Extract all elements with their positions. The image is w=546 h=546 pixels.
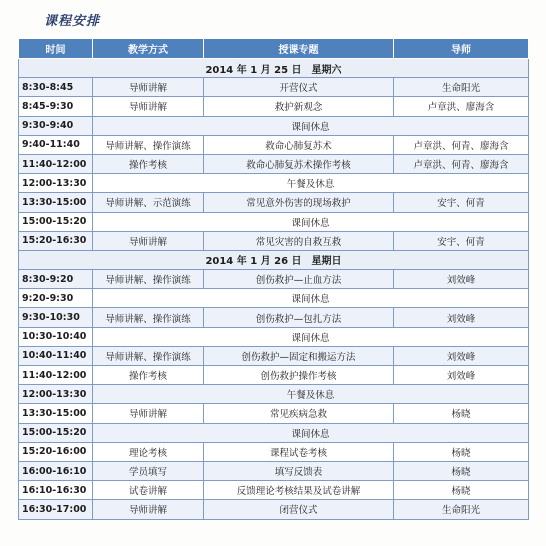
time-cell: 16:30-17:00	[19, 500, 93, 519]
day-date-label: 2014 年 1 月 26 日 星期日	[19, 250, 529, 269]
tutor-cell: 刘效峰	[394, 270, 529, 289]
method-cell: 导师讲解	[93, 404, 204, 423]
topic-cell: 救命心肺复苏术	[204, 135, 394, 154]
schedule-row	[19, 154, 529, 173]
break-cell: 课间休息	[93, 289, 529, 308]
topic-cell: 创伤救护—固定和搬运方法	[204, 346, 394, 365]
time-cell: 8:45-9:30	[19, 97, 93, 116]
topic-cell: 反馈理论考核结果及试卷讲解	[204, 481, 394, 500]
tutor-cell: 杨晓	[394, 404, 529, 423]
method-cell: 导师讲解	[93, 231, 204, 250]
topic-cell: 创伤救护—包扎方法	[204, 308, 394, 327]
schedule-row	[19, 193, 529, 212]
time-cell: 9:40-11:40	[19, 135, 93, 154]
page-heading: 课程安排	[44, 14, 101, 29]
schedule-row	[19, 366, 529, 385]
schedule-row	[19, 231, 529, 250]
method-cell: 导师讲解	[93, 500, 204, 519]
method-cell: 导师讲解	[93, 78, 204, 97]
time-cell: 10:30-10:40	[19, 327, 93, 346]
time-cell: 8:30-9:20	[19, 270, 93, 289]
method-cell: 理论考核	[93, 442, 204, 461]
column-header-tutor: 导师	[394, 39, 529, 59]
time-cell: 9:30-10:30	[19, 308, 93, 327]
tutor-cell: 杨晓	[394, 442, 529, 461]
time-cell: 16:00-16:10	[19, 461, 93, 480]
break-cell: 课间休息	[93, 116, 529, 135]
time-cell: 8:30-8:45	[19, 78, 93, 97]
time-cell: 15:00-15:20	[19, 212, 93, 231]
schedule-row	[19, 461, 529, 480]
topic-cell: 课程试卷考核	[204, 442, 394, 461]
schedule-row	[19, 423, 529, 442]
time-cell: 11:40-12:00	[19, 154, 93, 173]
schedule-row	[19, 308, 529, 327]
topic-cell: 闭营仪式	[204, 500, 394, 519]
time-cell: 15:00-15:20	[19, 423, 93, 442]
schedule-row	[19, 78, 529, 97]
topic-cell: 救命心肺复苏术操作考核	[204, 154, 394, 173]
schedule-row	[19, 385, 529, 404]
method-cell: 导师讲解	[93, 97, 204, 116]
time-cell: 13:30-15:00	[19, 193, 93, 212]
method-cell: 导师讲解、操作演练	[93, 346, 204, 365]
schedule-body	[19, 59, 529, 520]
tutor-cell: 刘效峰	[394, 346, 529, 365]
topic-cell: 开营仪式	[204, 78, 394, 97]
column-header-time: 时间	[19, 39, 93, 59]
method-cell: 试卷讲解	[93, 481, 204, 500]
schedule-row	[19, 174, 529, 193]
day-row	[19, 59, 529, 78]
method-cell: 导师讲解、操作演练	[93, 270, 204, 289]
tutor-cell: 卢章洪、何青、廖海含	[394, 135, 529, 154]
topic-cell: 创伤救护操作考核	[204, 366, 394, 385]
schedule-row	[19, 97, 529, 116]
method-cell: 导师讲解、操作演练	[93, 135, 204, 154]
schedule-row	[19, 212, 529, 231]
topic-cell: 常见疾病急救	[204, 404, 394, 423]
topic-cell: 填写反馈表	[204, 461, 394, 480]
schedule-row	[19, 442, 529, 461]
break-cell: 课间休息	[93, 327, 529, 346]
schedule-row	[19, 500, 529, 519]
schedule-row	[19, 116, 529, 135]
schedule-table	[18, 38, 529, 520]
tutor-cell: 安宇、何青	[394, 231, 529, 250]
schedule-row	[19, 327, 529, 346]
time-cell: 15:20-16:00	[19, 442, 93, 461]
method-cell: 操作考核	[93, 154, 204, 173]
schedule-row	[19, 404, 529, 423]
topic-cell: 常见灾害的自救互救	[204, 231, 394, 250]
schedule-row	[19, 135, 529, 154]
tutor-cell: 生命阳光	[394, 500, 529, 519]
method-cell: 导师讲解、操作演练	[93, 308, 204, 327]
time-cell: 9:30-9:40	[19, 116, 93, 135]
time-cell: 12:00-13:30	[19, 385, 93, 404]
tutor-cell: 安宇、何青	[394, 193, 529, 212]
column-header-topic: 授课专题	[204, 39, 394, 59]
tutor-cell: 生命阳光	[394, 78, 529, 97]
schedule-row	[19, 270, 529, 289]
topic-cell: 常见意外伤害的现场救护	[204, 193, 394, 212]
method-cell: 操作考核	[93, 366, 204, 385]
break-cell: 午餐及休息	[93, 174, 529, 193]
method-cell: 学员填写	[93, 461, 204, 480]
column-header-method: 教学方式	[93, 39, 204, 59]
tutor-cell: 卢章洪、廖海含	[394, 97, 529, 116]
header-row	[19, 39, 529, 59]
break-cell: 课间休息	[93, 212, 529, 231]
time-cell: 12:00-13:30	[19, 174, 93, 193]
day-row	[19, 250, 529, 269]
time-cell: 11:40-12:00	[19, 366, 93, 385]
topic-cell: 创伤救护—止血方法	[204, 270, 394, 289]
time-cell: 10:40-11:40	[19, 346, 93, 365]
break-cell: 午餐及休息	[93, 385, 529, 404]
tutor-cell: 卢章洪、何青、廖海含	[394, 154, 529, 173]
break-cell: 课间休息	[93, 423, 529, 442]
time-cell: 13:30-15:00	[19, 404, 93, 423]
day-date-label: 2014 年 1 月 25 日 星期六	[19, 59, 529, 78]
tutor-cell: 刘效峰	[394, 366, 529, 385]
time-cell: 9:20-9:30	[19, 289, 93, 308]
schedule-row	[19, 481, 529, 500]
time-cell: 16:10-16:30	[19, 481, 93, 500]
tutor-cell: 杨晓	[394, 481, 529, 500]
topic-cell: 救护新观念	[204, 97, 394, 116]
method-cell: 导师讲解、示范演练	[93, 193, 204, 212]
schedule-row	[19, 289, 529, 308]
tutor-cell: 杨晓	[394, 461, 529, 480]
time-cell: 15:20-16:30	[19, 231, 93, 250]
schedule-row	[19, 346, 529, 365]
tutor-cell: 刘效峰	[394, 308, 529, 327]
